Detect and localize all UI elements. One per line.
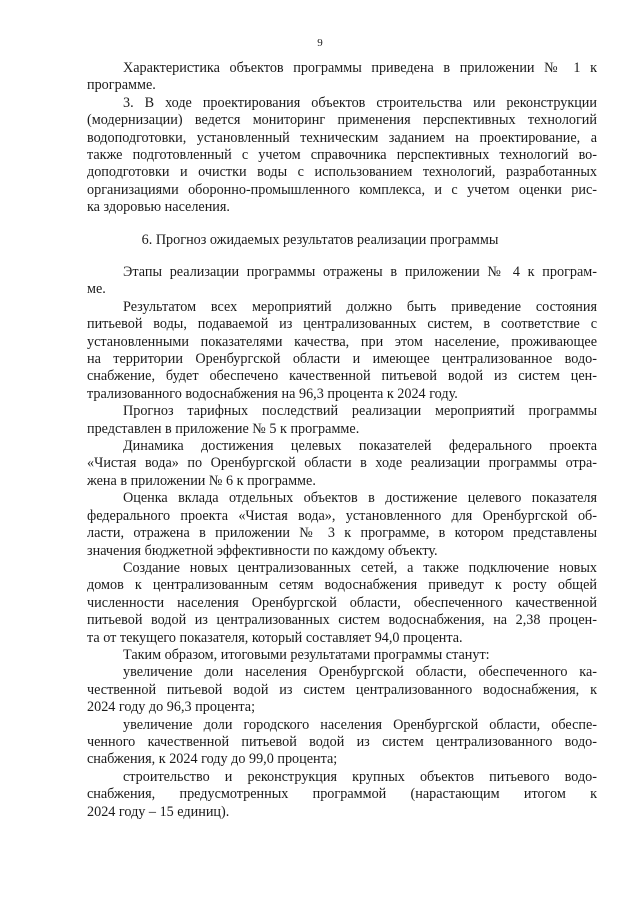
text-line: численности населения Оренбургской области, обеспеченного качественной (87, 594, 597, 611)
page-number: 9 (317, 37, 323, 49)
text-line: программе. (87, 77, 156, 94)
text-line: ка здоровью населения. (87, 199, 230, 216)
text-line: на территории Оренбургской области и имеющее централизованное водо- (87, 351, 597, 368)
text-line: увеличение доли населения Оренбургской области, обеспеченного ка- (123, 664, 597, 681)
text-line: трализованного водоснабжения на 96,3 процента к 2024 году. (87, 385, 458, 402)
text-line: представлен в приложение № 5 к программе. (87, 420, 360, 437)
text-line: чественной питьевой водой из систем централизованного водоснабжения, к (87, 681, 597, 698)
text-line: (модернизации) ведется мониторинг применения перспективных технологий (87, 112, 597, 129)
text-line: увеличение доли городского населения Оренбургской области, обеспе- (123, 716, 597, 733)
text-line: Создание новых централизованных сетей, а также подключение новых (123, 559, 597, 576)
text-line: значения бюджетной эффективности по каждому объекту. (87, 542, 438, 559)
text-line: 2024 году до 96,3 процента; (87, 699, 256, 716)
text-line: 2024 году – 15 единиц). (87, 803, 230, 820)
text-line: Этапы реализации программы отражены в приложении № 4 к програм- (123, 264, 597, 280)
text-line: Динамика достижения целевых показателей федерального проекта (123, 438, 597, 455)
text-line: снабжения, к 2024 году до 99,0 процента; (87, 751, 338, 768)
section-heading: 6. Прогноз ожидаемых результатов реализации программы (141, 232, 499, 248)
text-line: федерального проекта «Чистая вода», установленного для Оренбургской об- (87, 507, 597, 524)
text-line: питьевой воды, подаваемой из централизованных систем, в соответствие с (87, 316, 597, 333)
text-line: Прогноз тарифных последствий реализации мероприятий программы (123, 403, 597, 420)
text-line: та от текущего показателя, который составляет 94,0 процента. (87, 629, 463, 646)
text-line: установленными показателями качества, при этом население, проживающее (87, 333, 597, 350)
text-line: Результатом всех мероприятий должно быть приведение состояния (123, 298, 597, 315)
text-line: Характеристика объектов программы приведена в приложении № 1 к (123, 60, 597, 76)
text-line: домов к централизованным сетям водоснабжения приведут к росту общей (87, 577, 597, 594)
text-line: ме. (87, 281, 106, 298)
text-line: питьевой водой из централизованных систем водоснабжения, на 2,38 процен- (87, 612, 597, 629)
text-line: ченного качественной питьевой водой из систем централизованного водо- (87, 733, 597, 750)
text-line: 3. В ходе проектирования объектов строительства или реконструкции (123, 94, 597, 111)
body-text (87, 264, 597, 821)
text-line: снабжения, предусмотренных программой (нарастающим итогом к (87, 786, 597, 803)
text-line: организациями оборонно-промышленного комплекса, и с учетом оценки рис- (87, 181, 597, 198)
text-line: также подготовленный с учетом справочника перспективных технологий во- (87, 147, 597, 164)
text-line: «Чистая вода» по Оренбургской области в ходе реализации программы отра- (87, 455, 597, 472)
text-line: Оценка вклада отдельных объектов в достижение целевого показателя (123, 490, 597, 507)
intro-text (87, 60, 597, 217)
text-line: строительство и реконструкция крупных объектов питьевого водо- (123, 768, 597, 785)
text-line: доподготовки и очистки воды с использованием технологий, разработанных (87, 164, 597, 181)
text-line: Таким образом, итоговыми результатами программы станут: (123, 646, 490, 663)
text-line: снабжение, будет обеспечено качественной питьевой водой из систем цен- (87, 368, 597, 385)
text-line: водоподготовки, установленный техническим заданием на проектирование, а (87, 129, 597, 146)
text-line: жена в приложении № 6 к программе. (87, 472, 316, 489)
text-line: ласти, отражена в приложении № 3 к программе, в котором представлены (87, 525, 597, 542)
